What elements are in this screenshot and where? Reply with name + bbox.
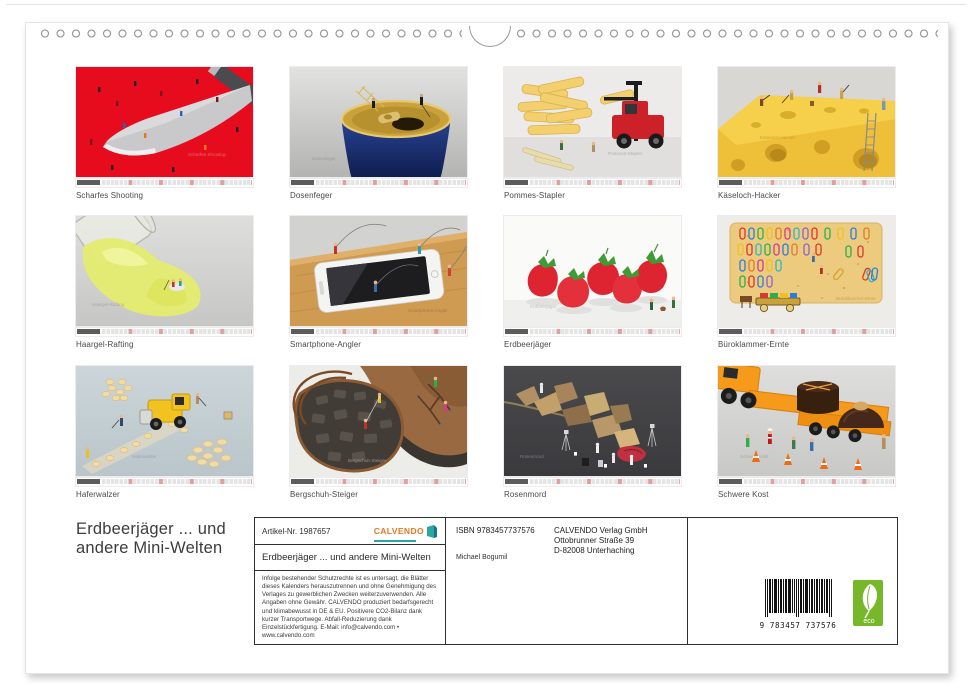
month-strip (504, 178, 681, 187)
thumbnail-watermark: Smartphone-Angler (408, 308, 448, 313)
legal-text: Infolge bestehender Schutzrechte ist es untersagt, die Blätter dieses Kalenders herauszutrennen und ohne Genehmigung des Verlages zu gewerblichen Zwecken weiterzuverwenden. Alle Angaben ohne Gewähr. CALVENDO produziert bedarfsgerecht und klimabewusst in DE & EU. Positivere CO2-Bilanz dank kurzer Transportwege. Abfall-Reduzierung dank Einzelstückfertigung. E-Mail: info@calvendo.com • www.calvendo.com (262, 575, 437, 639)
thumbnail-art-paperclips (718, 216, 895, 327)
month-label-box (77, 180, 100, 186)
article-number: Artikel-Nr. 1987657 (262, 526, 331, 536)
barcode-digits: 9 783457 737576 (759, 621, 837, 630)
author-name: Michael Bogumil (456, 554, 508, 561)
thumbnail-december (718, 366, 895, 499)
thumbnail-art-fries-forklift (504, 67, 681, 178)
thumbnail-caption: Rosenmord (504, 490, 547, 499)
thumbnail-art-oat-roller (76, 366, 253, 477)
day-cells (744, 329, 894, 335)
info-right-column (688, 518, 897, 644)
month-label-box (291, 479, 314, 485)
thumbnail-october (290, 366, 467, 499)
calvendo-logo (374, 521, 438, 542)
day-cells (316, 479, 466, 485)
thumbnail-watermark: Bergschuh-Steiger (348, 458, 387, 463)
thumbnail-watermark: Rosenmord (520, 454, 544, 459)
month-strip (76, 327, 253, 336)
month-strip (290, 477, 467, 486)
thumbnail-watermark: Büroklammer-Ernte (836, 296, 876, 301)
calvendo-word: CALVENDO (373, 525, 424, 536)
month-label-box (291, 329, 314, 335)
thumbnail-february (290, 67, 467, 200)
thumbnail-caption: Käseloch-Hacker (718, 191, 781, 200)
day-cells (744, 479, 894, 485)
day-cells (102, 479, 252, 485)
month-strip (718, 327, 895, 336)
month-label-box (77, 479, 100, 485)
publisher-info-box (254, 517, 898, 645)
ean-barcode (756, 578, 840, 630)
day-cells (530, 479, 680, 485)
thumbnail-caption: Dosenfeger (290, 191, 333, 200)
month-label-box (719, 479, 742, 485)
product-title: Erdbeerjäger ... und andere Mini-Welten (262, 552, 431, 563)
thumbnail-watermark: Erdbeerjäger (530, 304, 557, 309)
backing-edge (6, 4, 965, 5)
info-left-column (255, 518, 446, 644)
month-label-box (505, 479, 528, 485)
thumbnail-caption: Schwere Kost (718, 490, 769, 499)
thumbnail-art-chocolate-truck (718, 366, 895, 477)
thumbnail-july (504, 216, 681, 349)
thumbnail-watermark: Haargel-Rafting (92, 302, 125, 307)
thumbnail-art-smartphone (290, 216, 467, 327)
month-label-box (505, 329, 528, 335)
calendar-title-line2: andere Mini-Welten (76, 539, 223, 558)
month-strip (76, 477, 253, 486)
calendar-title (76, 520, 226, 558)
calvendo-tagline-bar (374, 540, 417, 542)
legal-cell (255, 571, 445, 644)
thumbnail-caption: Pommes-Stapler (504, 191, 565, 200)
thumbnail-caption: Erdbeerjäger (504, 340, 552, 349)
spiral-binding-holes-right (514, 27, 938, 40)
thumbnail-november (504, 366, 681, 499)
thumbnail-watermark: Scharfes Shooting (188, 152, 226, 157)
thumbnail-art-hairgel (76, 216, 253, 327)
thumbnail-april (718, 67, 895, 200)
thumbnail-caption: Büroklammer-Ernte (718, 340, 790, 349)
day-cells (530, 329, 680, 335)
calendar-title-line1: Erdbeerjäger ... und (76, 520, 226, 538)
barcode-bars-icon (756, 578, 840, 620)
eco-text: eco (863, 618, 875, 625)
thumbnail-caption: Bergschuh-Steiger (290, 490, 358, 499)
month-strip (290, 178, 467, 187)
thumbnail-caption: Smartphone-Angler (290, 340, 362, 349)
info-middle-column (446, 518, 688, 644)
thumbnail-art-boots (290, 366, 467, 477)
month-strip (718, 178, 895, 187)
thumbnail-may (76, 216, 253, 349)
month-label-box (77, 329, 100, 335)
isbn-number: ISBN 9783457737576 (456, 526, 535, 535)
article-number-cell (255, 518, 445, 545)
month-label-box (719, 180, 742, 186)
month-label-box (291, 180, 314, 186)
thumbnail-caption: Haargel-Rafting (76, 340, 134, 349)
calendar-back-page (25, 22, 949, 674)
thumbnail-september (76, 366, 253, 499)
thumbnail-art-knife (76, 67, 253, 178)
thumbnail-watermark: Haferwalzer (132, 454, 157, 459)
publisher-address (554, 526, 648, 556)
thumbnail-art-can (290, 67, 467, 178)
spiral-binding-holes-left (38, 27, 462, 40)
thumbnail-march (504, 67, 681, 200)
publisher-name: CALVENDO Verlag GmbH (554, 526, 648, 535)
thumbnail-art-rose (504, 366, 681, 477)
month-strip (504, 327, 681, 336)
day-cells (102, 329, 252, 335)
calvendo-wordmark (374, 521, 424, 542)
thumbnail-watermark: Schwere Kost (740, 454, 769, 459)
month-label-box (505, 180, 528, 186)
publisher-city: D-82008 Unterhaching (554, 546, 635, 555)
thumbnail-watermark: Käseloch-Hacker (760, 135, 795, 140)
thumbnail-art-strawberries (504, 216, 681, 327)
thumbnail-august (718, 216, 895, 349)
thumbnail-art-cheese (718, 67, 895, 178)
product-title-cell (255, 545, 445, 571)
month-label-box (719, 329, 742, 335)
month-strip (504, 477, 681, 486)
eco-label (853, 580, 883, 626)
day-cells (530, 180, 680, 186)
thumbnail-june (290, 216, 467, 349)
day-cells (316, 180, 466, 186)
hanger-notch (469, 26, 511, 47)
publisher-street: Ottobrunner Straße 39 (554, 536, 635, 545)
eco-leaf-icon (853, 580, 883, 626)
day-cells (102, 180, 252, 186)
thumbnail-caption: Scharfes Shooting (76, 191, 144, 200)
calvendo-book-icon (426, 525, 438, 538)
day-cells (316, 329, 466, 335)
thumbnail-watermark: Pommes-Stapler (608, 151, 643, 156)
month-strip (718, 477, 895, 486)
month-strip (76, 178, 253, 187)
thumbnail-january (76, 67, 253, 200)
thumbnail-watermark: Dosenfeger (312, 156, 336, 161)
day-cells (744, 180, 894, 186)
month-strip (290, 327, 467, 336)
thumbnail-caption: Haferwalzer (76, 490, 120, 499)
